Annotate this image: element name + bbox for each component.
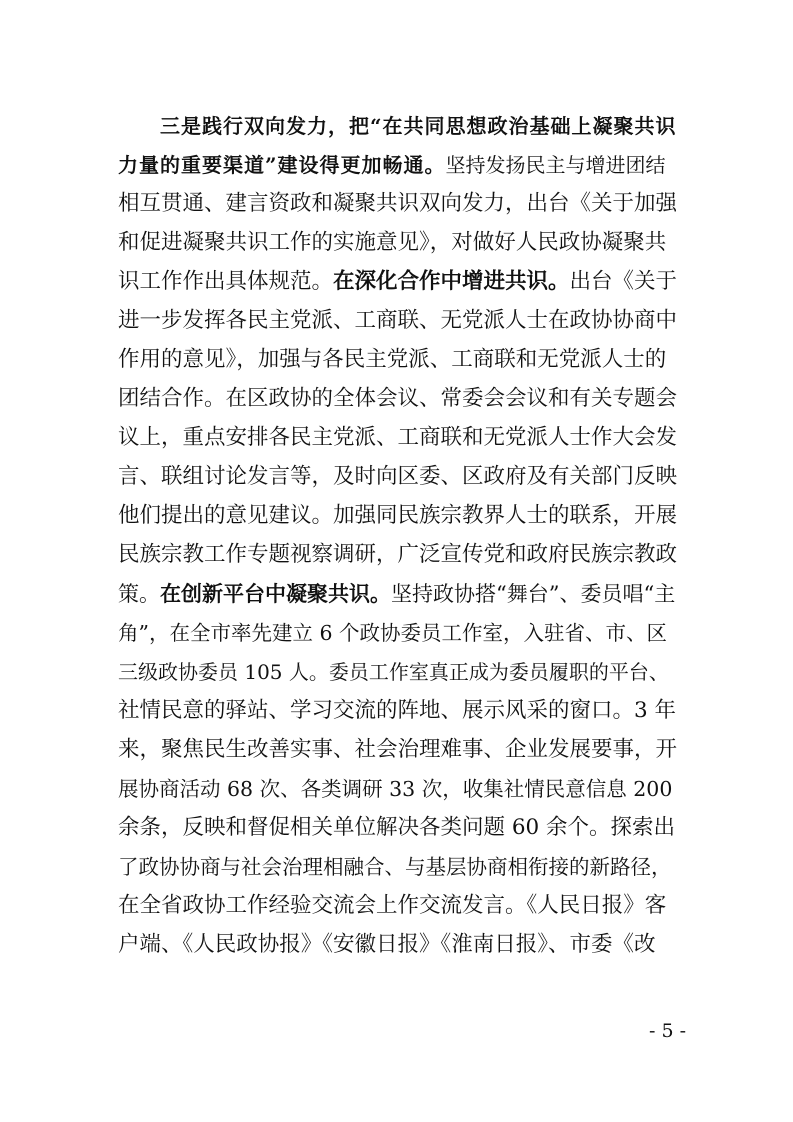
page-number: - 5 - (648, 1020, 686, 1042)
text-run: 识工作作出具体规范。 (118, 269, 334, 294)
text-run: 和促进凝聚共识工作的实施意见》，对做好人民政协凝聚共 (118, 230, 667, 255)
text-run: 相互贯通、建言资政和凝聚共识双向发力，出台《关于加强 (118, 191, 678, 216)
bold-subheading: 在创新平台中凝聚共识。 (160, 582, 391, 606)
text-line (118, 886, 678, 926)
text-line (118, 457, 678, 497)
text-run: 角”，在全市率先建立 6 个政协委员工作室，入驻省、市、区 (118, 621, 668, 645)
text-line (118, 925, 678, 965)
text-line (118, 847, 678, 887)
text-run: 坚持政协搭“舞台”、委员唱“主 (391, 582, 676, 606)
text-line (118, 184, 678, 224)
heading-run: 力量的重要渠道”建设得更加畅通。 (118, 153, 446, 177)
text-run: 进一步发挥各民主党派、工商联、无党派人士在政协协商中 (118, 308, 678, 333)
text-line (118, 652, 678, 692)
text-run: 展协商活动 68 次、各类调研 33 次，收集社情民意信息 200 (118, 777, 673, 801)
heading-run: 三是践行双向发力，把“在共同思想政治基础上凝聚共识 (160, 114, 677, 138)
bold-subheading: 在深化合作中增进共识。 (333, 269, 570, 294)
text-line (118, 301, 678, 341)
text-run: 言、联组讨论发言等，及时向区委、区政府及有关部门反映 (118, 464, 678, 489)
text-run: 在全省政协工作经验交流会上作交流发言。《人民日报》客 (118, 893, 667, 918)
text-line (118, 613, 678, 653)
text-run: 作用的意见》，加强与各民主党派、工商联和无党派人士的 (118, 347, 667, 372)
text-run: 三级政协委员 105 人。委员工作室真正成为委员履职的平台、 (118, 660, 669, 684)
text-run: 来，聚焦民生改善实事、社会治理难事、企业发展要事，开 (118, 737, 678, 762)
text-line (118, 223, 678, 263)
text-run: 出台《关于 (569, 269, 678, 294)
text-line (118, 769, 678, 809)
text-line (118, 574, 678, 614)
text-line (118, 418, 678, 458)
text-line (118, 730, 678, 770)
text-run: 民族宗教工作专题视察调研，广泛宣传党和政府民族宗教政 (118, 542, 678, 567)
text-run: 户端、《人民政协报》《安徽日报》《淮南日报》、市委《改 (118, 932, 656, 957)
text-line (118, 808, 678, 848)
text-run: 社情民意的驿站、学习交流的阵地、展示风采的窗口。3 年 (118, 698, 677, 723)
text-line (118, 496, 678, 536)
text-line (160, 106, 678, 146)
text-line (118, 340, 678, 380)
text-run: 他们提出的意见建议。加强同民族宗教界人士的联系，开展 (118, 503, 678, 528)
text-line (118, 535, 678, 575)
text-line (118, 691, 678, 731)
text-run: 团结合作。在区政协的全体会议、常委会会议和有关专题会 (118, 386, 678, 411)
text-run: 策。 (118, 582, 160, 606)
text-line (118, 379, 678, 419)
text-run: 了政协协商与社会治理相融合、与基层协商相衔接的新路径， (118, 855, 672, 879)
text-run: 坚持发扬民主与增进团结 (445, 153, 666, 177)
text-run: 余条，反映和督促相关单位解决各类问题 60 余个。探索出 (118, 815, 676, 840)
text-line (118, 145, 678, 185)
text-run: 议上，重点安排各民主党派、工商联和无党派人士作大会发 (118, 425, 678, 450)
text-line (118, 262, 678, 302)
